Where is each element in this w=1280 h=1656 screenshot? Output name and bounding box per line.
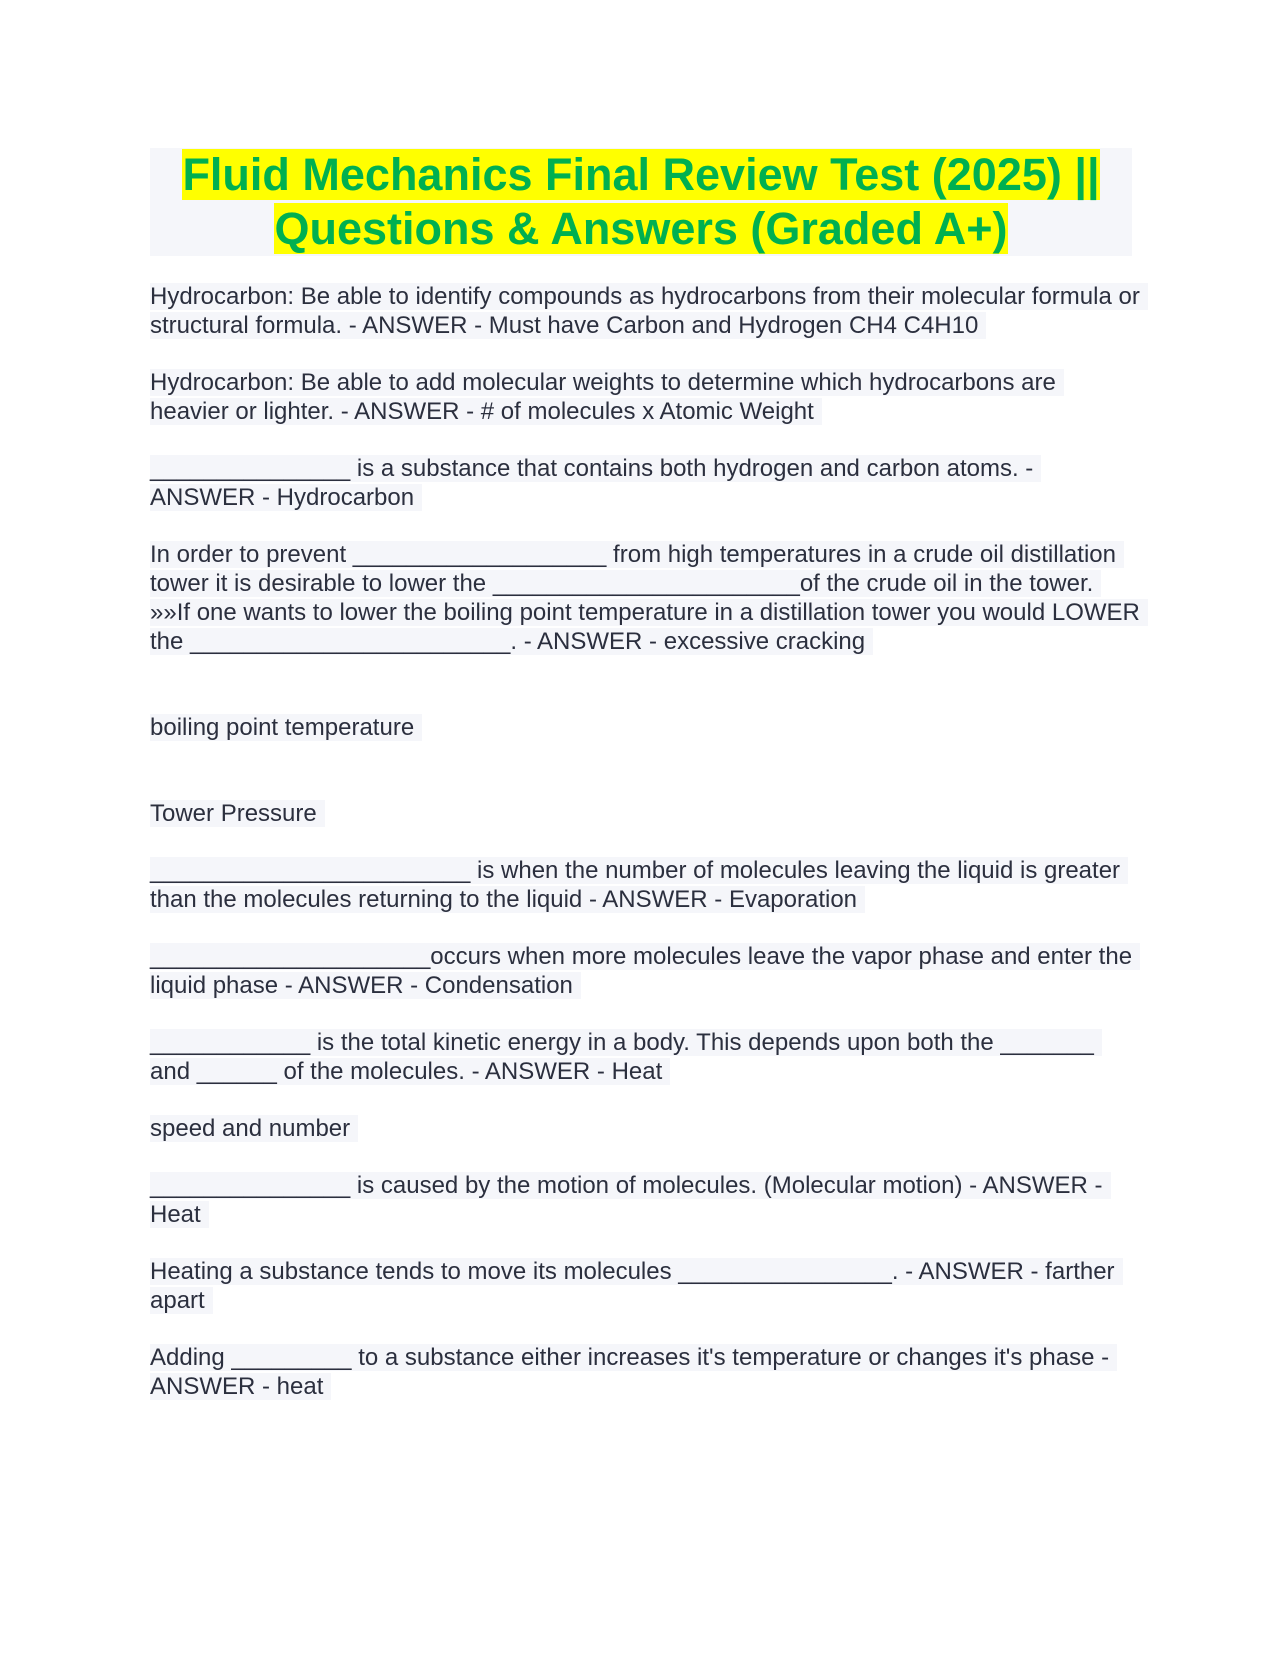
qa-text: _______________ is a substance that contains both hydrogen and carbon atoms. - ANSWER - Hydrocarbon (150, 455, 1041, 511)
qa-paragraph (150, 856, 1140, 914)
qa-text: In order to prevent ___________________ from high temperatures in a crude oil distillation tower it is desirable to lower the _______________________of the crude oil in the tower. »»If one wants to lower the boiling point temperature in a distillation tower you would LOWER the ________________________. - ANSWER - excessive cracking (150, 541, 1148, 655)
qa-paragraph (150, 799, 1140, 828)
qa-paragraph (150, 368, 1140, 426)
qa-paragraph (150, 1114, 1140, 1143)
qa-paragraph (150, 282, 1140, 340)
title-line-2: Questions & Answers (Graded A+) (274, 203, 1008, 254)
qa-paragraph (150, 1343, 1140, 1401)
qa-paragraph (150, 1257, 1140, 1315)
qa-paragraph (150, 540, 1140, 656)
title-block (150, 148, 1132, 256)
qa-text: speed and number (150, 1115, 358, 1142)
qa-text: Adding _________ to a substance either increases it's temperature or changes it's phase - ANSWER - heat (150, 1344, 1117, 1400)
qa-paragraph (150, 1028, 1140, 1086)
qa-text: _____________________occurs when more molecules leave the vapor phase and enter the liquid phase - ANSWER - Condensation (150, 943, 1140, 999)
qa-paragraph (150, 942, 1140, 1000)
qa-text: Tower Pressure (150, 800, 325, 827)
qa-text: boiling point temperature (150, 714, 422, 741)
qa-text: ____________ is the total kinetic energy in a body. This depends upon both the _______ and ______ of the molecules. - ANSWER - Heat (150, 1029, 1102, 1085)
qa-content (150, 282, 1140, 1429)
qa-text: ________________________ is when the number of molecules leaving the liquid is greater than the molecules returning to the liquid - ANSWER - Evaporation (150, 857, 1128, 913)
qa-text: Hydrocarbon: Be able to identify compounds as hydrocarbons from their molecular formula or structural formula. - ANSWER - Must have Carbon and Hydrogen CH4 C4H10 (150, 283, 1148, 339)
qa-text: Heating a substance tends to move its molecules ________________. - ANSWER - farther apart (150, 1258, 1123, 1314)
qa-paragraph (150, 713, 1140, 742)
title-line-1: Fluid Mechanics Final Review Test (2025) || (182, 149, 1100, 200)
qa-text: _______________ is caused by the motion of molecules. (Molecular motion) - ANSWER - Heat (150, 1172, 1111, 1228)
qa-paragraph (150, 454, 1140, 512)
qa-paragraph (150, 1171, 1140, 1229)
qa-text: Hydrocarbon: Be able to add molecular weights to determine which hydrocarbons are heavier or lighter. - ANSWER - # of molecules x Atomic Weight (150, 369, 1064, 425)
